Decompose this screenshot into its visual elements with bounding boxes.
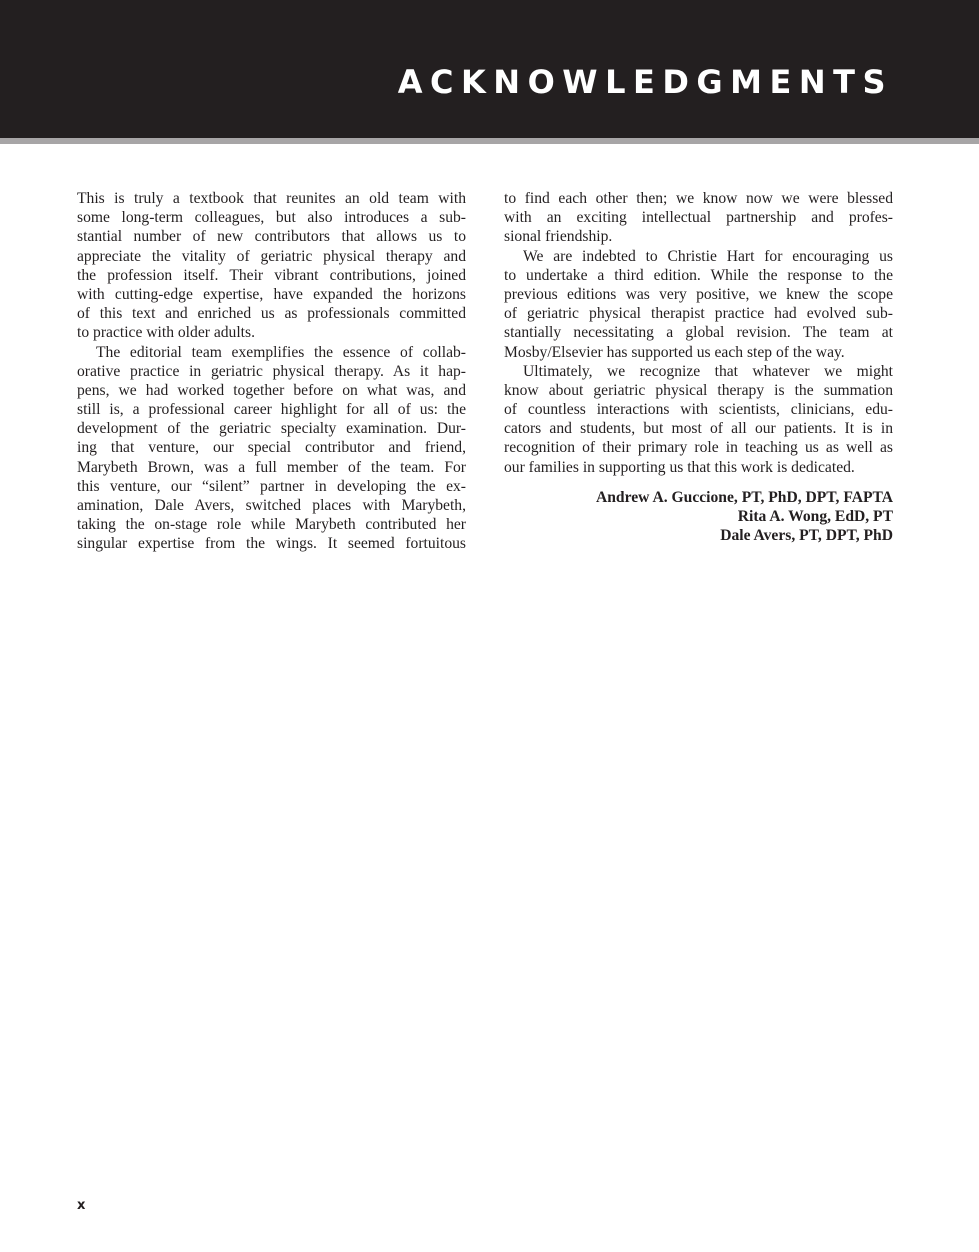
text-line: singular expertise from the wings. It seemed fortuitous (77, 535, 466, 553)
page-title: ACKNOWLEDGMENTS (397, 63, 893, 101)
text-line: The editorial team exemplifies the essence of collab- (96, 343, 466, 361)
text-line: of countless interactions with scientists, clinicians, edu- (504, 401, 893, 419)
header-rule (0, 138, 979, 144)
signature-line: Rita A. Wong, EdD, PT (737, 508, 893, 525)
text-line: stantial number of new contributors that allows us to (77, 228, 466, 246)
text-line: with cutting-edge expertise, have expanded the horizons (77, 285, 466, 303)
text-line: the profession itself. Their vibrant contributions, joined (77, 266, 466, 284)
text-line: We are indebted to Christie Hart for encouraging us (523, 247, 893, 265)
text-line: This is truly a textbook that reunites an old team with (77, 190, 466, 207)
text-line: amination, Dale Avers, switched places with Marybeth, (77, 497, 466, 514)
page-number: x (77, 1198, 86, 1213)
text-line: to find each other then; we know now we were blessed (504, 190, 893, 207)
text-line: our families in supporting us that this work is dedicated. (504, 458, 855, 476)
left-column (77, 189, 466, 554)
signature-block (504, 488, 893, 546)
text-line: recognition of their primary role in teaching us as well as (504, 439, 893, 457)
text-line: this venture, our “silent” partner in developing the ex- (77, 477, 466, 495)
text-line: of geriatric physical therapist practice had evolved sub- (504, 305, 893, 323)
signature-line: Andrew A. Guccione, PT, PhD, DPT, FAPTA (596, 488, 893, 506)
text-line: know about geriatric physical therapy is the summation (504, 381, 893, 399)
text-line: appreciate the vitality of geriatric physical therapy and (77, 247, 466, 265)
text-line: with an exciting intellectual partnership and profes- (504, 209, 893, 227)
right-column (504, 189, 893, 545)
text-line: still is, a professional career highlight for all of us: the (77, 401, 466, 419)
text-line: pens, we had worked together before on what was, and (77, 381, 466, 399)
text-line: Mosby/Elsevier has supported us each step of the way. (504, 343, 845, 361)
text-line: taking the on-stage role while Marybeth contributed her (77, 516, 466, 534)
text-line: to undertake a third edition. While the response to the (504, 266, 893, 284)
signature-line: Dale Avers, PT, DPT, PhD (720, 527, 893, 545)
text-line: previous editions was very positive, we knew the scope (504, 285, 893, 303)
text-line: development of the geriatric specialty examination. Dur- (77, 420, 466, 438)
text-line: cators and students, but most of all our patients. It is in (504, 420, 893, 438)
text-line: to practice with older adults. (77, 324, 255, 342)
text-line: sional friendship. (504, 228, 613, 246)
text-line: orative practice in geriatric physical therapy. As it hap- (77, 362, 466, 380)
text-line: of this text and enriched us as professionals committed (77, 305, 466, 323)
text-line: Marybeth Brown, was a full member of the team. For (77, 458, 466, 476)
text-line: some long-term colleagues, but also introduces a sub- (77, 209, 466, 227)
text-line: Ultimately, we recognize that whatever we might (523, 362, 893, 380)
text-line: stantially necessitating a global revision. The team at (504, 324, 893, 342)
text-line: ing that venture, our special contributor and friend, (77, 439, 466, 457)
